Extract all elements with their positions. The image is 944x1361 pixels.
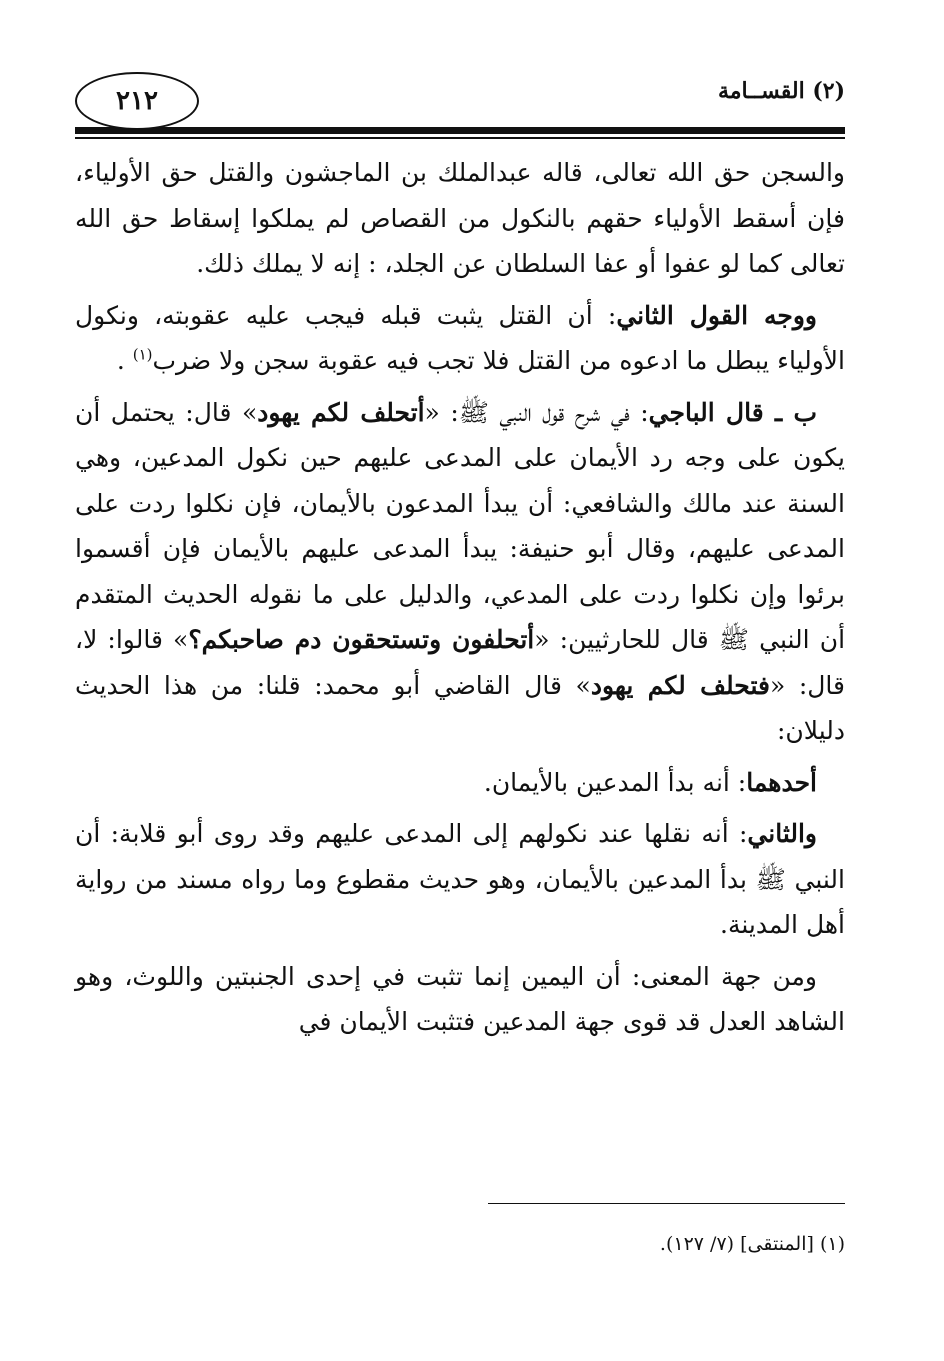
footnote: (١) [المنتقى] (٧/ ١٢٧). xyxy=(659,1233,845,1255)
paragraph-2-text: : أن القتل يثبت قبله فيجب عليه عقوبته، ونكول الأولياء يبطل ما ادعوه من القتل فلا تجب فيه عقوبة سجن ولا ضرب xyxy=(75,300,845,375)
hadith-quote-2: أتحلفون وتستحقون دم صاحبكم؟ xyxy=(188,625,535,654)
paragraph-3 xyxy=(75,390,845,754)
running-head: (٢) القســامة xyxy=(717,78,845,104)
paragraph-5-text: : أنه نقلها عند نكولهم إلى المدعى عليهم وقد روى أبو قلابة: أن النبي ﷺ بدأ المدعين بالأيمان، وهو حديث مقطوع وما رواه مسند من رواية أهل المدينة. xyxy=(75,819,845,939)
footnote-separator xyxy=(488,1203,845,1204)
paragraph-5-lead: والثاني xyxy=(747,819,817,848)
header-rule-thick xyxy=(75,127,845,134)
paragraph-3-lead: ب ـ قال الباجي xyxy=(648,397,818,427)
paragraph-2-lead: ووجه القول الثاني xyxy=(616,300,817,330)
hadith-quote-3: فتحلف لكم يهود xyxy=(590,670,770,700)
paragraph-3-text-3: » قالوا: لا، قال: « xyxy=(75,625,845,700)
paragraph-2-end: . xyxy=(116,346,133,375)
paragraph-2 xyxy=(75,293,845,384)
footnote-reference: (١) xyxy=(132,345,153,364)
paragraph-4-text: : أنه بدأ المدعين بالأيمان. xyxy=(483,767,747,797)
page-header xyxy=(75,72,845,142)
paragraph-3-text-4: » قال القاضي أبو محمد: قلنا: من هذا الحديث دليلان: xyxy=(75,670,845,745)
paragraph-1: والسجن حق الله تعالى، قاله عبدالملك بن الماجشون والقتل حق الأولياء، فإن أسقط الأولياء حقهم بالنكول من القصاص لم يملكوا إسقاط حق الله تعالى كما لو عفوا أو عفا السلطان عن الجلد، : إنه لا يملك ذلك. xyxy=(75,158,845,278)
header-rule-thin xyxy=(75,137,845,139)
body-text xyxy=(75,150,845,1051)
paragraph-3-text-1: : في شرح قول النبي ﷺ: « xyxy=(424,397,649,427)
hadith-quote-1: أتحلف لكم يهود xyxy=(257,397,425,427)
paragraph-4 xyxy=(75,760,845,806)
paragraph-3-text-2: » قال: يحتمل أن يكون على وجه رد الأيمان على المدعى عليهم حين نكول المدعين، وهي السنة عند مالك والشافعي: أن يبدأ المدعون بالأيمان، فإن نكلوا ردت على المدعى عليهم، وقال أبو حنيفة: يبدأ المدعى عليهم بالأيمان فإن أقسموا برئوا وإن نكلوا ردت على المدعي، والدليل على ما نقوله الحديث المتقدم أن النبي ﷺ قال للحارثيين: « xyxy=(75,397,846,654)
paragraph-5 xyxy=(75,811,845,948)
paragraph-4-lead: أحدهما xyxy=(746,767,817,797)
paragraph-6: ومن جهة المعنى: أن اليمين إنما تثبت في إحدى الجنبتين واللوث، وهو الشاهد العدل قد قوى جهة المدعين فتثبت الأيمان في xyxy=(75,961,845,1036)
page-number: ٢١٢ xyxy=(75,72,199,130)
